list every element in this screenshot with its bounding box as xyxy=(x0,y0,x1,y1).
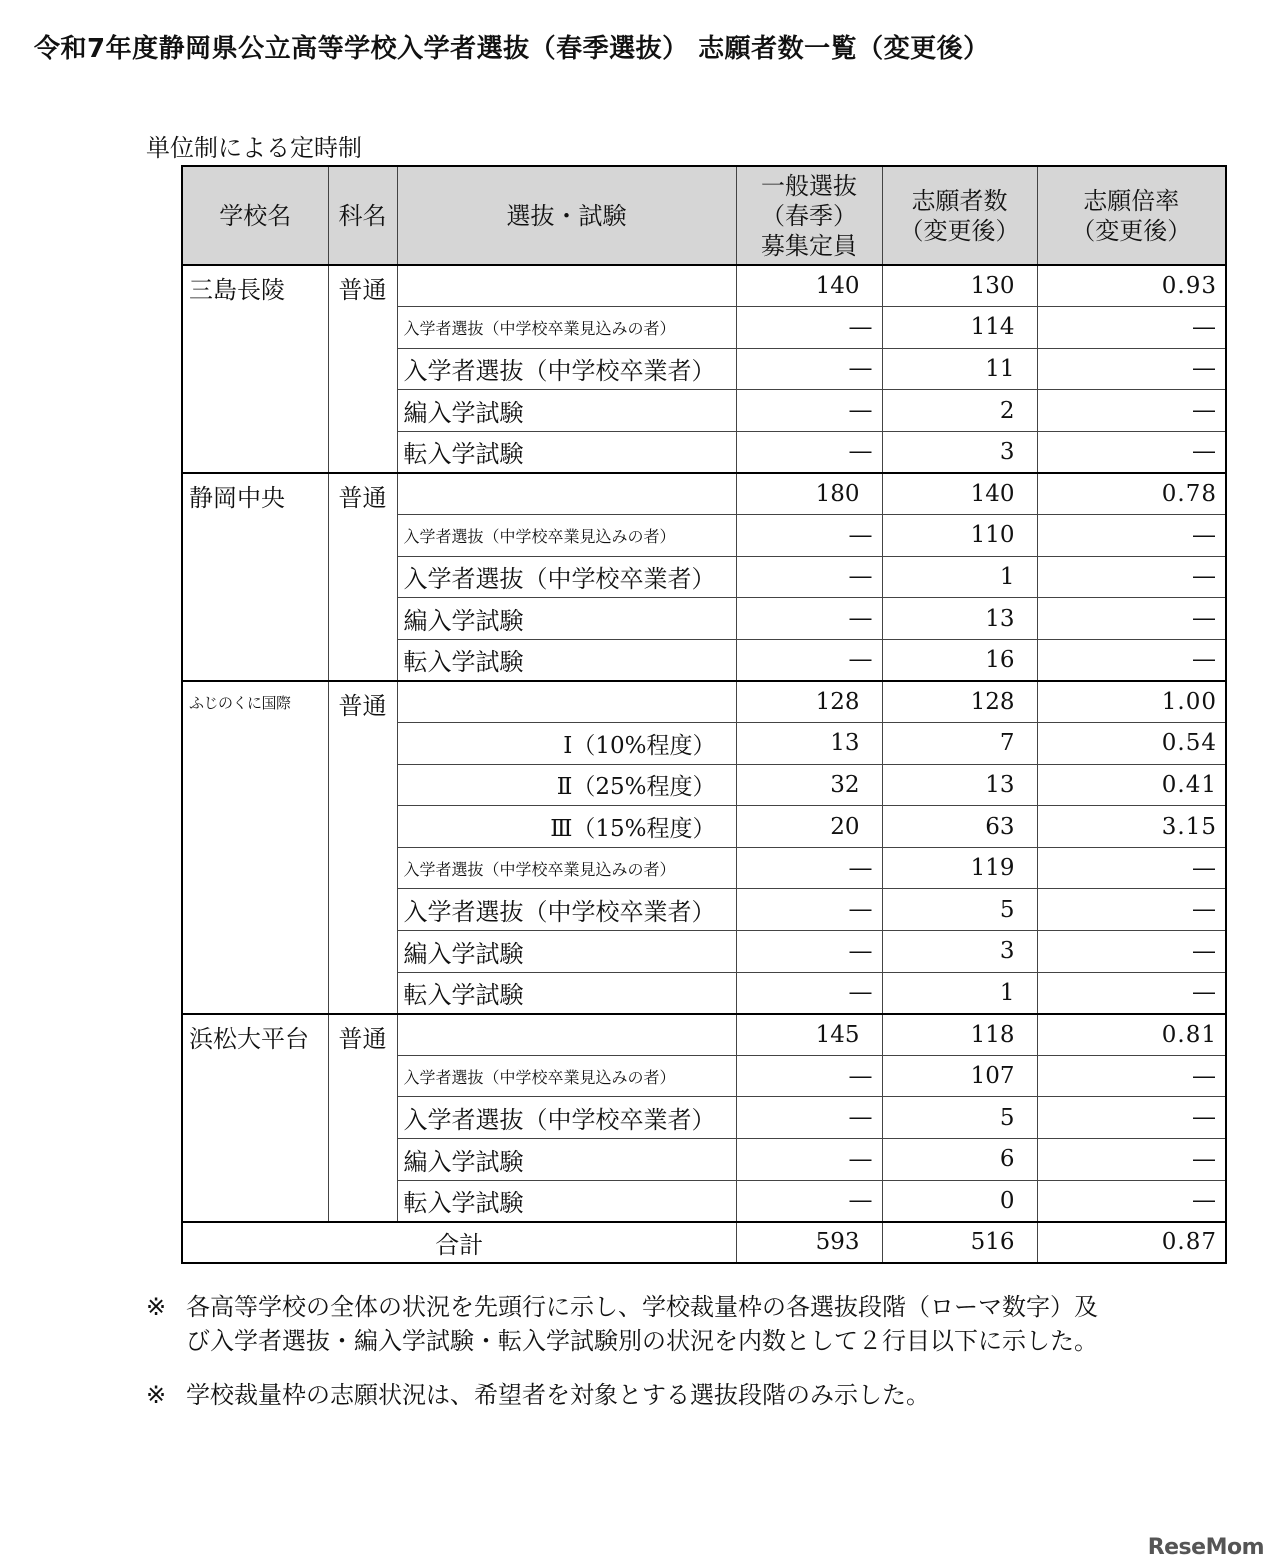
course-name: 普通 xyxy=(328,473,397,681)
applicants-cell: 107 xyxy=(882,1055,1037,1097)
ratio-cell: ― xyxy=(1037,931,1226,973)
header-school: 学校名 xyxy=(182,166,328,265)
table-subtitle: 単位制による定時制 xyxy=(146,134,362,162)
capacity-cell: ― xyxy=(736,390,882,432)
applicants-cell: 16 xyxy=(882,639,1037,681)
ratio-cell: ― xyxy=(1037,1180,1226,1222)
table-row xyxy=(182,1014,1226,1056)
capacity-cell: ― xyxy=(736,1097,882,1139)
selection-label: 入学者選抜（中学校卒業者） xyxy=(397,889,736,931)
ratio-cell: ― xyxy=(1037,847,1226,889)
ratio-cell: ― xyxy=(1037,348,1226,390)
capacity-cell: ― xyxy=(736,431,882,473)
selection-label: 入学者選抜（中学校卒業者） xyxy=(397,556,736,598)
selection-label: 編入学試験 xyxy=(397,598,736,640)
course-name: 普通 xyxy=(328,1014,397,1222)
capacity-cell: ― xyxy=(736,515,882,557)
note-text xyxy=(186,1378,930,1412)
selection-label: 入学者選抜（中学校卒業者） xyxy=(397,348,736,390)
capacity-cell: ― xyxy=(736,1138,882,1180)
ratio-cell: ― xyxy=(1037,639,1226,681)
ratio-cell: ― xyxy=(1037,972,1226,1014)
note xyxy=(146,1290,1098,1358)
selection-label: 入学者選抜（中学校卒業見込みの者） xyxy=(397,307,736,349)
selection-label: 転入学試験 xyxy=(397,972,736,1014)
total-row xyxy=(182,1222,1226,1264)
applicants-cell: 7 xyxy=(882,723,1037,765)
selection-label: 入学者選抜（中学校卒業見込みの者） xyxy=(397,515,736,557)
applicants-cell: 63 xyxy=(882,806,1037,848)
capacity-cell: 20 xyxy=(736,806,882,848)
school-name: 静岡中央 xyxy=(182,473,328,681)
ratio-cell: ― xyxy=(1037,598,1226,640)
selection-label: 編入学試験 xyxy=(397,1138,736,1180)
applicants-cell: 1 xyxy=(882,972,1037,1014)
applicants-cell: 128 xyxy=(882,681,1037,723)
header-selection: 選抜・試験 xyxy=(397,166,736,265)
capacity-cell: ― xyxy=(736,931,882,973)
table-row xyxy=(182,473,1226,515)
applicants-cell: 0 xyxy=(882,1180,1037,1222)
note xyxy=(146,1378,1098,1412)
ratio-cell: 0.93 xyxy=(1037,265,1226,307)
capacity-cell: 140 xyxy=(736,265,882,307)
applicants-cell: 11 xyxy=(882,348,1037,390)
applicants-table xyxy=(181,165,1227,1264)
table-row xyxy=(182,265,1226,307)
applicants-cell: 118 xyxy=(882,1014,1037,1056)
header-ratio-line: 志願倍率 xyxy=(1083,186,1180,215)
page-title: 令和7年度静岡県公立高等学校入学者選抜（春季選抜） 志願者数一覧（変更後） xyxy=(34,34,990,64)
selection-label: 入学者選抜（中学校卒業見込みの者） xyxy=(397,1055,736,1097)
applicants-cell: 119 xyxy=(882,847,1037,889)
header-applicants xyxy=(882,166,1037,265)
applicants-cell: 13 xyxy=(882,598,1037,640)
applicants-cell: 13 xyxy=(882,764,1037,806)
school-name: 三島長陵 xyxy=(182,265,328,473)
ratio-cell: ― xyxy=(1037,390,1226,432)
applicants-cell: 6 xyxy=(882,1138,1037,1180)
capacity-cell: 13 xyxy=(736,723,882,765)
school-name: ふじのくに国際 xyxy=(182,681,328,1014)
capacity-cell: 180 xyxy=(736,473,882,515)
ratio-cell: ― xyxy=(1037,1097,1226,1139)
school-name: 浜松大平台 xyxy=(182,1014,328,1222)
applicants-cell: 5 xyxy=(882,1097,1037,1139)
applicants-cell: 110 xyxy=(882,515,1037,557)
ratio-cell: 0.54 xyxy=(1037,723,1226,765)
ratio-cell: ― xyxy=(1037,431,1226,473)
note-line: び入学者選抜・編入学試験・転入学試験別の状況を内数として２行目以下に示した。 xyxy=(186,1327,1098,1355)
header-capacity xyxy=(736,166,882,265)
capacity-cell: 593 xyxy=(736,1222,882,1264)
ratio-cell: ― xyxy=(1037,889,1226,931)
applicants-cell: 516 xyxy=(882,1222,1037,1264)
capacity-cell: 145 xyxy=(736,1014,882,1056)
ratio-cell: ― xyxy=(1037,307,1226,349)
table-row xyxy=(182,681,1226,723)
applicants-cell: 130 xyxy=(882,265,1037,307)
header-ratio-line: （変更後） xyxy=(1071,216,1192,245)
selection-label: 転入学試験 xyxy=(397,639,736,681)
stage-label: Ⅰ（10%程度） xyxy=(397,723,736,765)
selection-label: 転入学試験 xyxy=(397,431,736,473)
applicants-cell: 3 xyxy=(882,931,1037,973)
capacity-cell: ― xyxy=(736,348,882,390)
capacity-cell: ― xyxy=(736,972,882,1014)
note-mark: ※ xyxy=(146,1381,167,1409)
header-course: 科名 xyxy=(328,166,397,265)
applicants-cell: 5 xyxy=(882,889,1037,931)
stage-label: Ⅲ（15%程度） xyxy=(397,806,736,848)
note-mark: ※ xyxy=(146,1293,167,1321)
applicants-cell: 140 xyxy=(882,473,1037,515)
selection-label: 入学者選抜（中学校卒業者） xyxy=(397,1097,736,1139)
stage-label: Ⅱ（25%程度） xyxy=(397,764,736,806)
capacity-cell: ― xyxy=(736,639,882,681)
selection-label: 編入学試験 xyxy=(397,390,736,432)
course-name: 普通 xyxy=(328,265,397,473)
capacity-cell: ― xyxy=(736,1055,882,1097)
ratio-cell: 0.81 xyxy=(1037,1014,1226,1056)
header-capacity-line: 一般選抜 xyxy=(761,171,857,200)
ratio-cell: ― xyxy=(1037,1055,1226,1097)
applicants-cell: 3 xyxy=(882,431,1037,473)
total-label: 合計 xyxy=(182,1222,736,1264)
ratio-cell: 1.00 xyxy=(1037,681,1226,723)
ratio-cell: 0.41 xyxy=(1037,764,1226,806)
header-capacity-line: （春季） xyxy=(761,201,857,230)
selection-label: 入学者選抜（中学校卒業見込みの者） xyxy=(397,847,736,889)
capacity-cell: ― xyxy=(736,556,882,598)
header-applicants-line: （変更後） xyxy=(899,216,1020,245)
capacity-cell: ― xyxy=(736,1180,882,1222)
ratio-cell: ― xyxy=(1037,515,1226,557)
applicants-cell: 2 xyxy=(882,390,1037,432)
course-name: 普通 xyxy=(328,681,397,1014)
ratio-cell: ― xyxy=(1037,556,1226,598)
header-ratio xyxy=(1037,166,1226,265)
resemom-logo: ReseMom xyxy=(1147,1535,1264,1560)
selection-label: 編入学試験 xyxy=(397,931,736,973)
applicants-cell: 1 xyxy=(882,556,1037,598)
capacity-cell: 32 xyxy=(736,764,882,806)
note-line: 各高等学校の全体の状況を先頭行に示し、学校裁量枠の各選抜段階（ローマ数字）及 xyxy=(186,1293,1098,1321)
ratio-cell: 0.78 xyxy=(1037,473,1226,515)
note-text xyxy=(186,1290,1098,1358)
note-line: 学校裁量枠の志願状況は、希望者を対象とする選抜段階のみ示した。 xyxy=(186,1381,930,1409)
selection-label: 転入学試験 xyxy=(397,1180,736,1222)
notes xyxy=(146,1290,1098,1432)
capacity-cell: ― xyxy=(736,889,882,931)
ratio-cell: 3.15 xyxy=(1037,806,1226,848)
applicants-cell: 114 xyxy=(882,307,1037,349)
ratio-cell: 0.87 xyxy=(1037,1222,1226,1264)
capacity-cell: ― xyxy=(736,307,882,349)
header-capacity-line: 募集定員 xyxy=(761,231,857,260)
ratio-cell: ― xyxy=(1037,1138,1226,1180)
capacity-cell: ― xyxy=(736,847,882,889)
header-applicants-line: 志願者数 xyxy=(911,186,1008,215)
capacity-cell: ― xyxy=(736,598,882,640)
capacity-cell: 128 xyxy=(736,681,882,723)
